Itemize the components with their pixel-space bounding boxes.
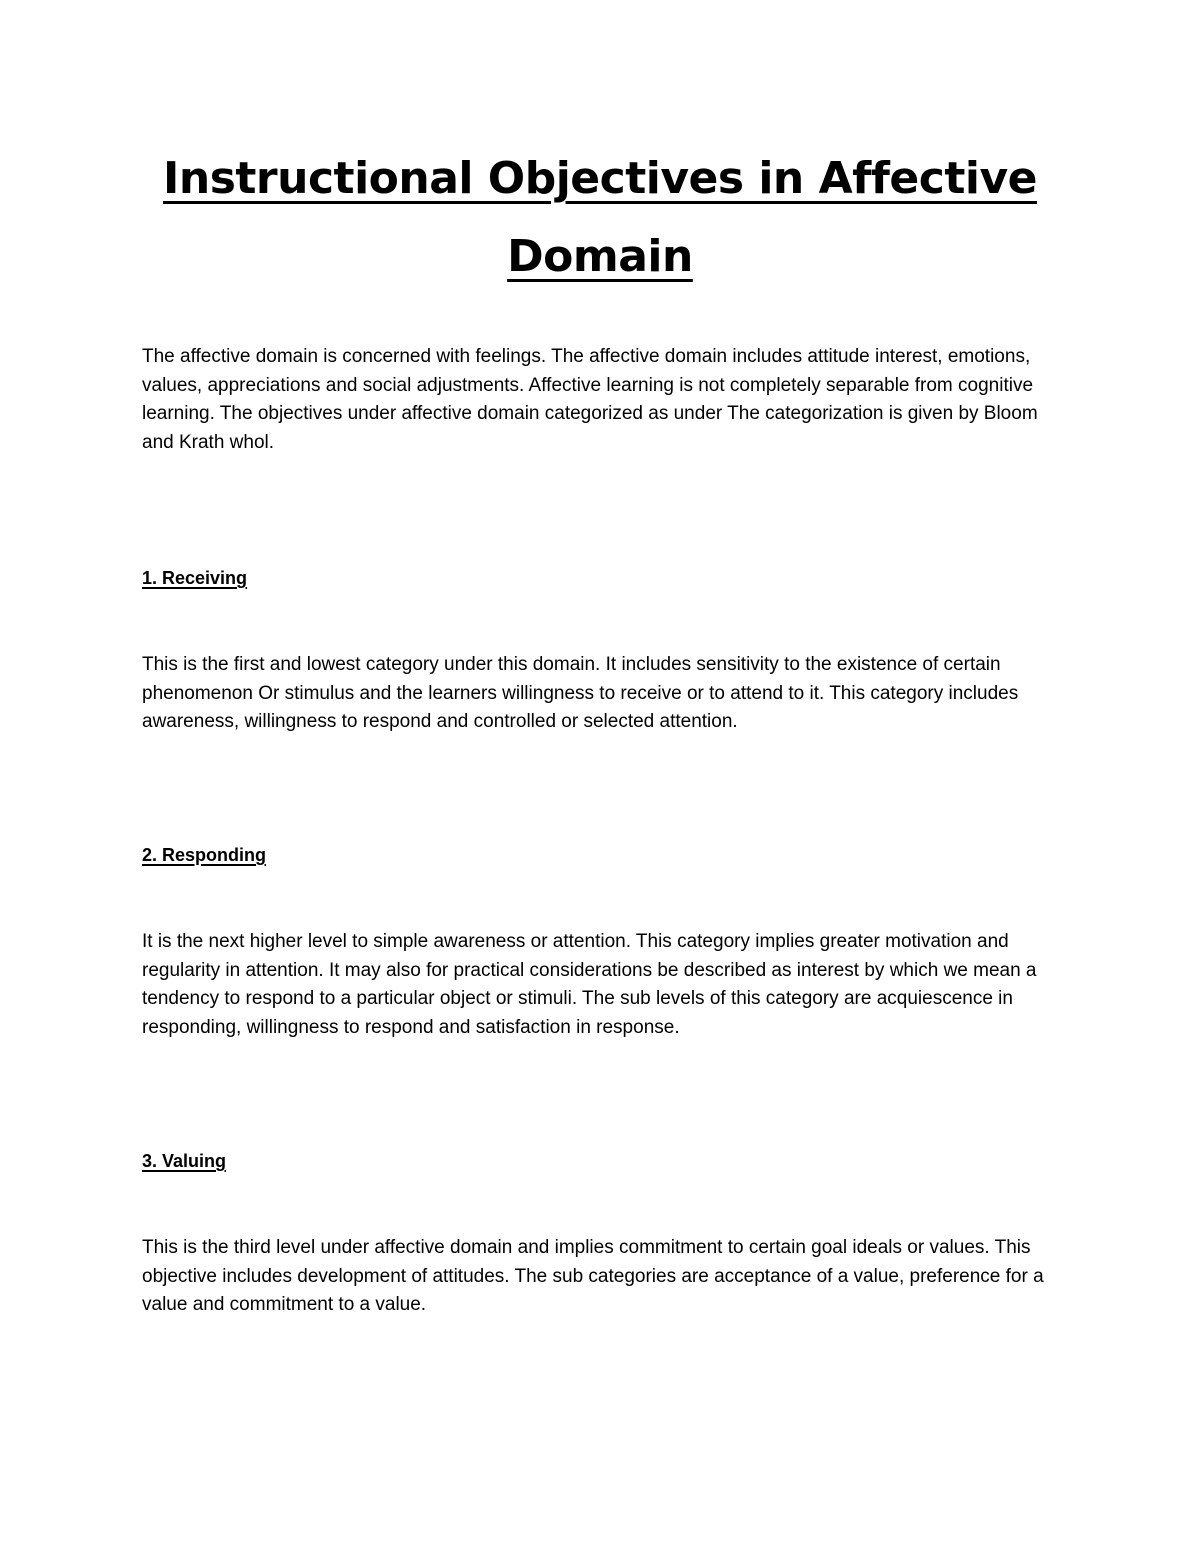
section-heading-responding: 2. Responding — [142, 845, 267, 865]
section-body-responding: It is the next higher level to simple awareness or attention. This category implies greater motivation and regularity in attention. It may also for practical considerations be described as interest by which we mean a tendency to respond to a particular object or stimuli. The sub levels of this category are acquiescence in responding, willingness to respond and satisfaction in response. — [142, 931, 1037, 1039]
document-title — [100, 140, 1100, 296]
intro-paragraph: The affective domain is concerned with feelings. The affective domain includes attitude interest, emotions, values, appreciations and social adjustments. Affective learning is not completely separable from cognitive learning. The objectives under affective domain categorized as under The categorization is given by Bloom and Krath whol. — [142, 346, 1038, 454]
section-body-valuing: This is the third level under affective domain and implies commitment to certain goal ideals or values. This objective includes development of attitudes. The sub categories are acceptance of a value, preference for a value and commitment to a value. — [142, 1237, 1044, 1316]
section-heading-valuing: 3. Valuing — [142, 1151, 227, 1171]
section-heading-receiving: 1. Receiving — [142, 568, 248, 588]
section-body-receiving: This is the first and lowest category under this domain. It includes sensitivity to the existence of certain phenomenon Or stimulus and the learners willingness to receive or to attend to it. This category includes awareness, willingness to respond and controlled or selected attention. — [142, 654, 1019, 733]
document-title-text: Instructional Objectives in Affective Domain — [163, 153, 1037, 282]
